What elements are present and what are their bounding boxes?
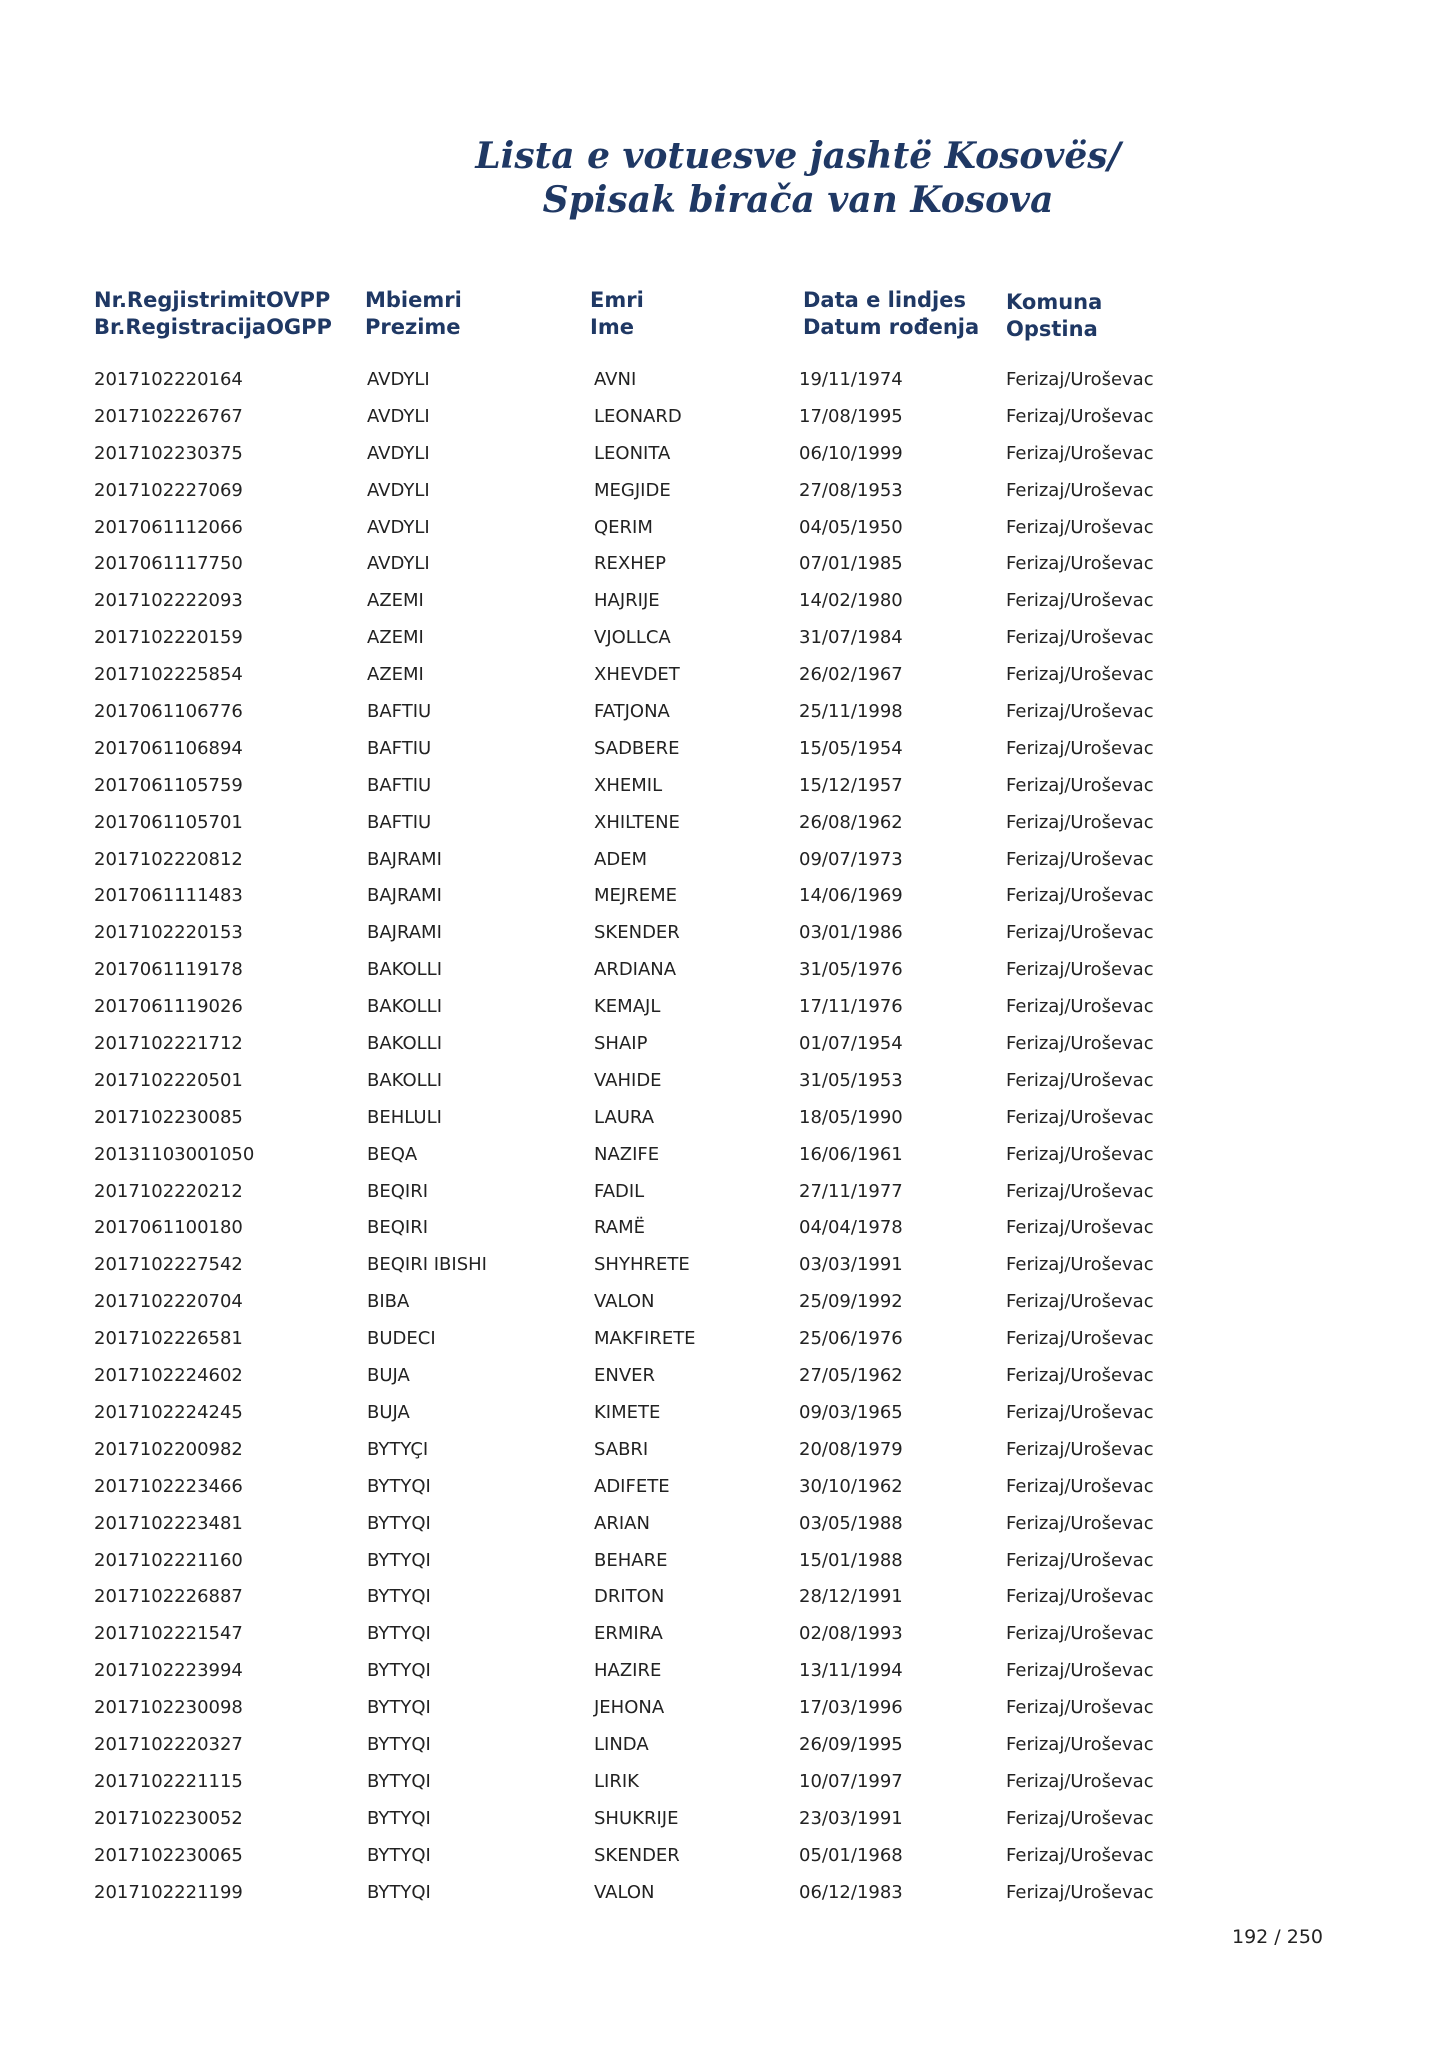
cell-date-of-birth: 26/08/1962 [799, 811, 903, 833]
cell-registration-number: 2017102221547 [94, 1623, 243, 1645]
header-line-albanian: Data e lindjes [803, 288, 966, 312]
cell-first-name: FADIL [594, 1180, 645, 1202]
cell-surname: BEQIRI [367, 1217, 429, 1239]
cell-first-name: SHYHRETE [594, 1254, 690, 1276]
cell-surname: BUJA [367, 1365, 410, 1387]
table-row [0, 989, 1448, 1026]
cell-surname: AVDYLI [367, 516, 430, 538]
cell-first-name: AVNI [594, 369, 637, 390]
cell-municipality: Ferizaj/Uroševac [1006, 1401, 1154, 1423]
cell-municipality: Ferizaj/Uroševac [1006, 959, 1154, 981]
cell-registration-number: 2017061111483 [94, 885, 243, 907]
table-row [0, 546, 1448, 583]
cell-surname: BYTYQI [367, 1549, 431, 1571]
cell-surname: BAKOLLI [367, 996, 443, 1018]
cell-municipality: Ferizaj/Uroševac [1006, 442, 1154, 464]
cell-surname: AVDYLI [367, 479, 430, 501]
cell-date-of-birth: 04/04/1978 [799, 1217, 903, 1239]
table-row [0, 510, 1448, 547]
voter-list [0, 362, 1448, 1911]
cell-surname: AVDYLI [367, 553, 430, 575]
table-row [0, 842, 1448, 879]
cell-surname: BEHLULI [367, 1106, 442, 1128]
header-first-name [590, 287, 644, 341]
table-row [0, 657, 1448, 694]
cell-registration-number: 2017102225854 [94, 664, 243, 686]
cell-municipality: Ferizaj/Uroševac [1006, 848, 1154, 870]
cell-first-name: JEHONA [594, 1697, 665, 1719]
table-row [0, 1137, 1448, 1174]
cell-first-name: HAJRIJE [594, 590, 660, 612]
cell-registration-number: 2017102230375 [94, 442, 243, 464]
cell-date-of-birth: 17/11/1976 [799, 996, 903, 1018]
cell-surname: BEQIRI [367, 1180, 429, 1202]
cell-registration-number: 2017102222093 [94, 590, 243, 612]
document-title-albanian: Lista e votuesve jashtë Kosovës/ [475, 135, 1121, 177]
cell-municipality: Ferizaj/Uroševac [1006, 1881, 1154, 1903]
cell-first-name: REXHEP [594, 553, 666, 575]
header-municipality [1006, 289, 1102, 343]
cell-registration-number: 2017102226767 [94, 405, 243, 427]
cell-date-of-birth: 25/06/1976 [799, 1328, 903, 1350]
table-row [0, 1174, 1448, 1211]
table-row [0, 1727, 1448, 1764]
cell-surname: BYTYQI [367, 1807, 431, 1829]
cell-surname: BEQIRI IBISHI [367, 1254, 487, 1276]
cell-date-of-birth: 30/10/1962 [799, 1475, 903, 1497]
cell-municipality: Ferizaj/Uroševac [1006, 922, 1154, 944]
cell-registration-number: 2017102221160 [94, 1549, 243, 1571]
table-row [0, 362, 1448, 399]
cell-surname: BAFTIU [367, 774, 432, 796]
cell-registration-number: 2017102220159 [94, 627, 243, 649]
table-row [0, 1210, 1448, 1247]
cell-municipality: Ferizaj/Uroševac [1006, 1069, 1154, 1091]
cell-first-name: MEGJIDE [594, 479, 671, 501]
cell-surname: BYTYQI [367, 1844, 431, 1866]
cell-surname: BAJRAMI [367, 848, 442, 870]
cell-date-of-birth: 04/05/1950 [799, 516, 903, 538]
cell-first-name: ADEM [594, 848, 648, 870]
cell-municipality: Ferizaj/Uroševac [1006, 774, 1154, 796]
table-row [0, 1247, 1448, 1284]
cell-date-of-birth: 28/12/1991 [799, 1586, 903, 1608]
cell-municipality: Ferizaj/Uroševac [1006, 1660, 1154, 1682]
cell-municipality: Ferizaj/Uroševac [1006, 1254, 1154, 1276]
cell-municipality: Ferizaj/Uroševac [1006, 701, 1154, 723]
cell-registration-number: 2017102200982 [94, 1438, 243, 1460]
table-row [0, 1432, 1448, 1469]
cell-first-name: KEMAJL [594, 996, 661, 1018]
cell-municipality: Ferizaj/Uroševac [1006, 1106, 1154, 1128]
cell-first-name: ENVER [594, 1365, 656, 1387]
cell-registration-number: 2017102221712 [94, 1033, 243, 1055]
table-row [0, 731, 1448, 768]
cell-surname: BYTYQI [367, 1770, 431, 1792]
cell-date-of-birth: 06/12/1983 [799, 1881, 903, 1903]
header-line-albanian: Nr.RegjistrimitOVPP [94, 288, 331, 312]
cell-surname: BYTYQI [367, 1733, 431, 1755]
cell-registration-number: 2017102223466 [94, 1475, 243, 1497]
cell-first-name: XHEVDET [594, 664, 680, 686]
cell-surname: BYTYQI [367, 1475, 431, 1497]
cell-first-name: VALON [594, 1881, 655, 1903]
cell-registration-number: 2017102230052 [94, 1807, 243, 1829]
cell-municipality: Ferizaj/Uroševac [1006, 1291, 1154, 1313]
cell-municipality: Ferizaj/Uroševac [1006, 1512, 1154, 1534]
cell-municipality: Ferizaj/Uroševac [1006, 553, 1154, 575]
header-line-serbian: Ime [590, 315, 634, 339]
table-row [0, 915, 1448, 952]
cell-date-of-birth: 14/02/1980 [799, 590, 903, 612]
cell-first-name: ARIAN [594, 1512, 650, 1534]
cell-municipality: Ferizaj/Uroševac [1006, 1807, 1154, 1829]
cell-registration-number: 2017102220327 [94, 1733, 243, 1755]
cell-first-name: MAKFIRETE [594, 1328, 696, 1350]
cell-first-name: SKENDER [594, 1844, 680, 1866]
cell-date-of-birth: 25/09/1992 [799, 1291, 903, 1313]
cell-surname: BUDECI [367, 1328, 436, 1350]
cell-date-of-birth: 07/01/1985 [799, 553, 903, 575]
cell-first-name: XHEMIL [594, 774, 663, 796]
cell-first-name: BEHARE [594, 1549, 668, 1571]
cell-registration-number: 2017102220153 [94, 922, 243, 944]
cell-registration-number: 2017102226581 [94, 1328, 243, 1350]
table-row [0, 1579, 1448, 1616]
header-line-serbian: Br.RegistracijaOGPP [94, 315, 332, 339]
cell-date-of-birth: 15/12/1957 [799, 774, 903, 796]
cell-date-of-birth: 03/01/1986 [799, 922, 903, 944]
table-row [0, 436, 1448, 473]
table-row [0, 583, 1448, 620]
table-row [0, 952, 1448, 989]
cell-municipality: Ferizaj/Uroševac [1006, 1033, 1154, 1055]
table-row [0, 620, 1448, 657]
cell-municipality: Ferizaj/Uroševac [1006, 1549, 1154, 1571]
cell-municipality: Ferizaj/Uroševac [1006, 590, 1154, 612]
cell-date-of-birth: 03/05/1988 [799, 1512, 903, 1534]
cell-registration-number: 2017061105701 [94, 811, 243, 833]
cell-date-of-birth: 19/11/1974 [799, 369, 903, 390]
cell-surname: BYTYQI [367, 1623, 431, 1645]
cell-municipality: Ferizaj/Uroševac [1006, 479, 1154, 501]
cell-surname: BYTYQI [367, 1586, 431, 1608]
cell-registration-number: 2017102220704 [94, 1291, 243, 1313]
cell-date-of-birth: 26/09/1995 [799, 1733, 903, 1755]
cell-municipality: Ferizaj/Uroševac [1006, 885, 1154, 907]
cell-first-name: LINDA [594, 1733, 649, 1755]
cell-surname: AVDYLI [367, 405, 430, 427]
cell-registration-number: 2017061112066 [94, 516, 243, 538]
cell-surname: BYTYQI [367, 1512, 431, 1534]
cell-municipality: Ferizaj/Uroševac [1006, 1733, 1154, 1755]
cell-date-of-birth: 25/11/1998 [799, 701, 903, 723]
table-row [0, 473, 1448, 510]
cell-first-name: VJOLLCA [594, 627, 671, 649]
cell-municipality: Ferizaj/Uroševac [1006, 664, 1154, 686]
cell-surname: BAKOLLI [367, 1069, 443, 1091]
header-line-albanian: Komuna [1006, 290, 1103, 314]
cell-first-name: NAZIFE [594, 1143, 660, 1165]
cell-date-of-birth: 17/08/1995 [799, 405, 903, 427]
cell-municipality: Ferizaj/Uroševac [1006, 405, 1154, 427]
table-row [0, 1543, 1448, 1580]
cell-surname: BUJA [367, 1401, 410, 1423]
header-registration-number [94, 287, 332, 341]
header-line-serbian: Opstina [1006, 317, 1098, 341]
table-row [0, 1284, 1448, 1321]
cell-first-name: FATJONA [594, 701, 670, 723]
table-row [0, 1395, 1448, 1432]
cell-first-name: KIMETE [594, 1401, 661, 1423]
cell-first-name: SKENDER [594, 922, 680, 944]
cell-municipality: Ferizaj/Uroševac [1006, 1365, 1154, 1387]
cell-surname: BAJRAMI [367, 885, 442, 907]
cell-municipality: Ferizaj/Uroševac [1006, 1475, 1154, 1497]
cell-registration-number: 2017102220212 [94, 1180, 243, 1202]
cell-surname: BAKOLLI [367, 959, 443, 981]
cell-date-of-birth: 15/05/1954 [799, 737, 903, 759]
table-row [0, 1616, 1448, 1653]
cell-registration-number: 2017061100180 [94, 1217, 243, 1239]
cell-surname: BYTYQI [367, 1660, 431, 1682]
cell-date-of-birth: 02/08/1993 [799, 1623, 903, 1645]
cell-date-of-birth: 31/05/1976 [799, 959, 903, 981]
table-row [0, 1690, 1448, 1727]
cell-date-of-birth: 26/02/1967 [799, 664, 903, 686]
header-line-serbian: Prezime [365, 315, 461, 339]
cell-registration-number: 2017061106894 [94, 737, 243, 759]
cell-date-of-birth: 09/07/1973 [799, 848, 903, 870]
cell-municipality: Ferizaj/Uroševac [1006, 516, 1154, 538]
table-row [0, 1100, 1448, 1137]
document-title-serbian: Spisak birača van Kosova [542, 179, 1054, 221]
cell-first-name: MEJREME [594, 885, 677, 907]
table-row [0, 1026, 1448, 1063]
cell-first-name: VALON [594, 1291, 655, 1313]
header-line-albanian: Mbiemri [365, 288, 462, 312]
table-row [0, 1506, 1448, 1543]
cell-municipality: Ferizaj/Uroševac [1006, 1844, 1154, 1866]
cell-surname: BAKOLLI [367, 1033, 443, 1055]
table-row [0, 1801, 1448, 1838]
cell-first-name: ERMIRA [594, 1623, 663, 1645]
cell-registration-number: 2017102221199 [94, 1881, 243, 1903]
cell-surname: BAFTIU [367, 701, 432, 723]
table-row [0, 694, 1448, 731]
cell-surname: AVDYLI [367, 442, 430, 464]
cell-municipality: Ferizaj/Uroševac [1006, 1770, 1154, 1792]
cell-date-of-birth: 31/07/1984 [799, 627, 903, 649]
cell-date-of-birth: 31/05/1953 [799, 1069, 903, 1091]
cell-municipality: Ferizaj/Uroševac [1006, 1586, 1154, 1608]
cell-registration-number: 2017102221115 [94, 1770, 243, 1792]
cell-municipality: Ferizaj/Uroševac [1006, 1143, 1154, 1165]
cell-municipality: Ferizaj/Uroševac [1006, 1328, 1154, 1350]
header-line-albanian: Emri [590, 288, 644, 312]
cell-registration-number: 2017102227069 [94, 479, 243, 501]
cell-registration-number: 2017102226887 [94, 1586, 243, 1608]
cell-first-name: SADBERE [594, 737, 680, 759]
cell-registration-number: 2017061119026 [94, 996, 243, 1018]
cell-first-name: VAHIDE [594, 1069, 662, 1091]
cell-first-name: LEONARD [594, 405, 682, 427]
table-row [0, 1653, 1448, 1690]
cell-registration-number: 2017102227542 [94, 1254, 243, 1276]
cell-municipality: Ferizaj/Uroševac [1006, 1180, 1154, 1202]
cell-date-of-birth: 23/03/1991 [799, 1807, 903, 1829]
cell-registration-number: 2017102230098 [94, 1697, 243, 1719]
cell-first-name: XHILTENE [594, 811, 680, 833]
table-row [0, 1063, 1448, 1100]
cell-surname: BAFTIU [367, 811, 432, 833]
cell-date-of-birth: 10/07/1997 [799, 1770, 903, 1792]
cell-date-of-birth: 27/08/1953 [799, 479, 903, 501]
cell-municipality: Ferizaj/Uroševac [1006, 1438, 1154, 1460]
header-surname [365, 287, 462, 341]
cell-municipality: Ferizaj/Uroševac [1006, 627, 1154, 649]
cell-registration-number: 2017102220164 [94, 369, 243, 390]
cell-surname: BIBA [367, 1291, 410, 1313]
cell-municipality: Ferizaj/Uroševac [1006, 811, 1154, 833]
table-row [0, 1469, 1448, 1506]
cell-surname: BYTYQI [367, 1881, 431, 1903]
cell-first-name: LIRIK [594, 1770, 639, 1792]
cell-registration-number: 2017102220501 [94, 1069, 243, 1091]
table-row [0, 1764, 1448, 1801]
table-row [0, 768, 1448, 805]
cell-date-of-birth: 17/03/1996 [799, 1697, 903, 1719]
cell-date-of-birth: 06/10/1999 [799, 442, 903, 464]
cell-first-name: LEONITA [594, 442, 671, 464]
cell-registration-number: 2017061106776 [94, 701, 243, 723]
cell-date-of-birth: 14/06/1969 [799, 885, 903, 907]
table-row [0, 1838, 1448, 1875]
cell-first-name: DRITON [594, 1586, 665, 1608]
cell-municipality: Ferizaj/Uroševac [1006, 1697, 1154, 1719]
table-row [0, 399, 1448, 436]
table-row [0, 1875, 1448, 1912]
cell-first-name: SHUKRIJE [594, 1807, 679, 1829]
table-row [0, 878, 1448, 915]
cell-surname: AZEMI [367, 590, 424, 612]
cell-registration-number: 2017061105759 [94, 774, 243, 796]
header-date-of-birth [803, 287, 979, 341]
page-number: 192 / 250 [1232, 1926, 1324, 1948]
cell-first-name: SHAIP [594, 1033, 648, 1055]
cell-date-of-birth: 18/05/1990 [799, 1106, 903, 1128]
cell-surname: BYTYQI [367, 1697, 431, 1719]
cell-surname: AZEMI [367, 664, 424, 686]
table-row [0, 805, 1448, 842]
cell-surname: BAJRAMI [367, 922, 442, 944]
cell-date-of-birth: 05/01/1968 [799, 1844, 903, 1866]
cell-first-name: LAURA [594, 1106, 655, 1128]
table-row [0, 1321, 1448, 1358]
cell-surname: BAFTIU [367, 737, 432, 759]
cell-registration-number: 2017061119178 [94, 959, 243, 981]
cell-registration-number: 2017102224245 [94, 1401, 243, 1423]
cell-date-of-birth: 20/08/1979 [799, 1438, 903, 1460]
cell-date-of-birth: 01/07/1954 [799, 1033, 903, 1055]
cell-registration-number: 2017102223481 [94, 1512, 243, 1534]
cell-registration-number: 2017102230085 [94, 1106, 243, 1128]
cell-registration-number: 20131103001050 [94, 1143, 255, 1165]
cell-first-name: HAZIRE [594, 1660, 662, 1682]
cell-first-name: ARDIANA [594, 959, 677, 981]
cell-surname: AZEMI [367, 627, 424, 649]
cell-surname: AVDYLI [367, 369, 430, 390]
cell-registration-number: 2017061117750 [94, 553, 243, 575]
cell-date-of-birth: 27/11/1977 [799, 1180, 903, 1202]
cell-first-name: ADIFETE [594, 1475, 670, 1497]
cell-first-name: RAMË [594, 1217, 645, 1239]
header-line-serbian: Datum rođenja [803, 315, 980, 339]
cell-date-of-birth: 27/05/1962 [799, 1365, 903, 1387]
cell-date-of-birth: 16/06/1961 [799, 1143, 903, 1165]
cell-municipality: Ferizaj/Uroševac [1006, 996, 1154, 1018]
cell-municipality: Ferizaj/Uroševac [1006, 369, 1154, 390]
cell-registration-number: 2017102220812 [94, 848, 243, 870]
cell-surname: BYTYÇI [367, 1438, 429, 1460]
cell-date-of-birth: 03/03/1991 [799, 1254, 903, 1276]
cell-date-of-birth: 13/11/1994 [799, 1660, 903, 1682]
cell-date-of-birth: 15/01/1988 [799, 1549, 903, 1571]
cell-municipality: Ferizaj/Uroševac [1006, 737, 1154, 759]
table-row [0, 1358, 1448, 1395]
cell-registration-number: 2017102224602 [94, 1365, 243, 1387]
cell-first-name: SABRI [594, 1438, 649, 1460]
cell-municipality: Ferizaj/Uroševac [1006, 1623, 1154, 1645]
cell-registration-number: 2017102230065 [94, 1844, 243, 1866]
cell-registration-number: 2017102223994 [94, 1660, 243, 1682]
cell-first-name: QERIM [594, 516, 653, 538]
cell-surname: BEQA [367, 1143, 418, 1165]
cell-date-of-birth: 09/03/1965 [799, 1401, 903, 1423]
cell-municipality: Ferizaj/Uroševac [1006, 1217, 1154, 1239]
